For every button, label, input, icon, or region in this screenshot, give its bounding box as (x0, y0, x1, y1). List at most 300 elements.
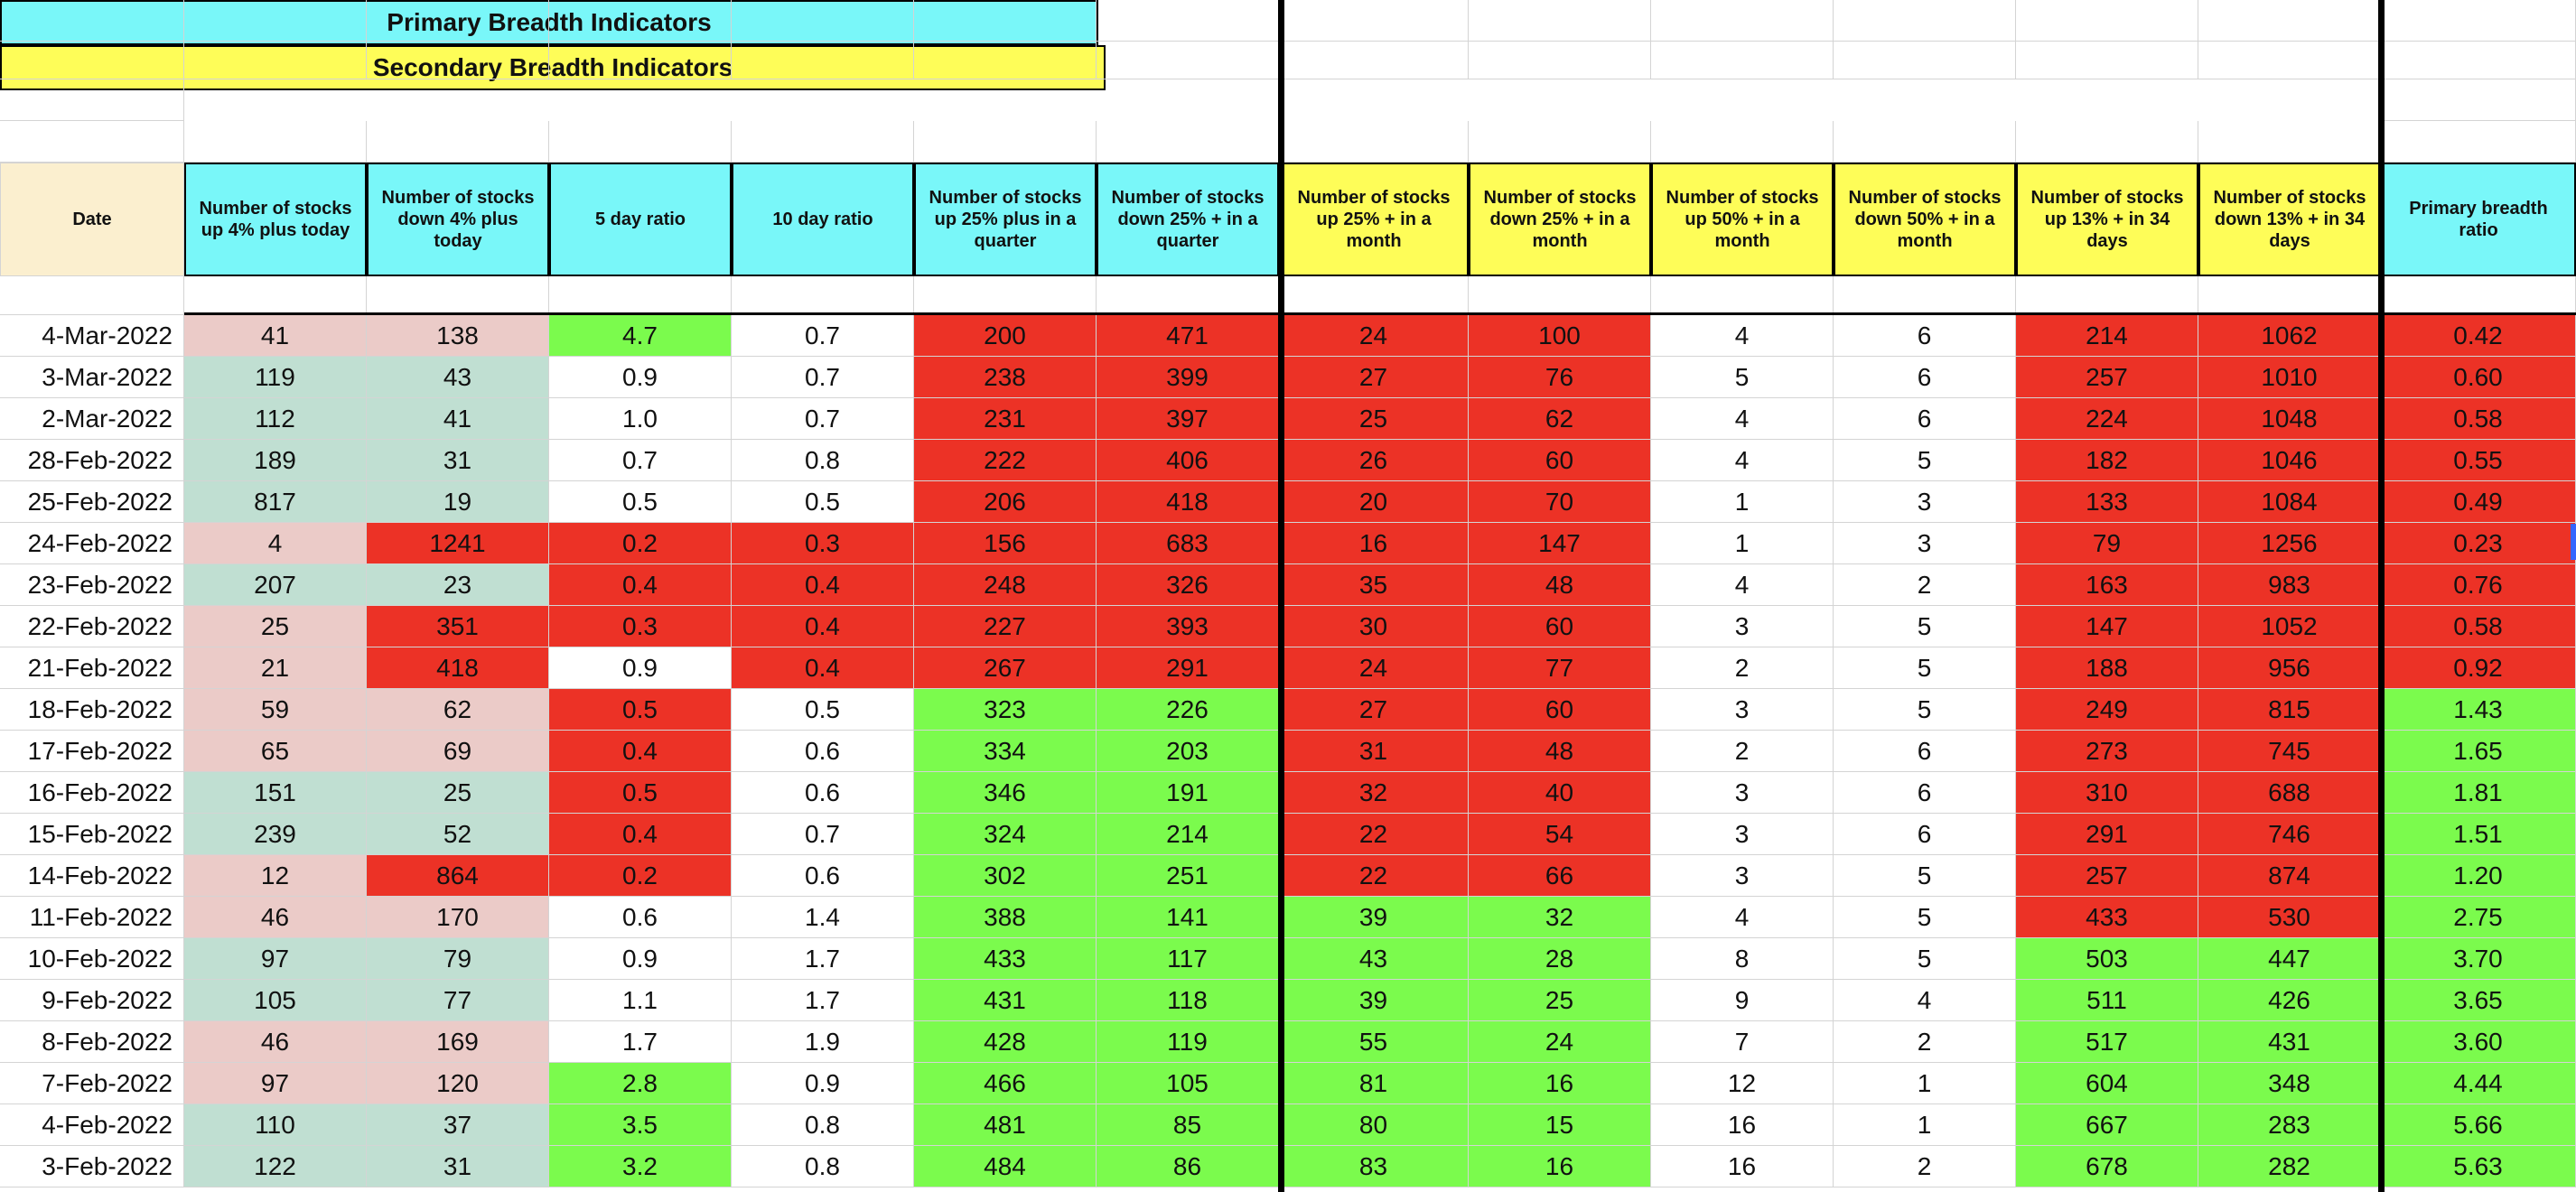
data-cell-up-25pct-month[interactable]: 24 (1279, 315, 1469, 357)
data-cell-primary-breadth-ratio[interactable]: 4.44 (2381, 1063, 2576, 1104)
data-cell-down-25pct-quarter[interactable]: 118 (1097, 980, 1279, 1021)
data-cell-up-25pct-quarter[interactable]: 428 (914, 1021, 1097, 1063)
empty-cell[interactable] (732, 276, 914, 315)
data-cell-down-50pct-month[interactable]: 5 (1834, 440, 2016, 481)
data-cell-up-13pct-34days[interactable]: 214 (2016, 315, 2198, 357)
data-cell-up-13pct-34days[interactable]: 273 (2016, 731, 2198, 772)
data-cell-10-day-ratio[interactable]: 0.4 (732, 647, 914, 689)
data-cell-primary-breadth-ratio[interactable]: 3.60 (2381, 1021, 2576, 1063)
data-cell-up-4pct-today[interactable]: 46 (184, 1021, 367, 1063)
data-cell-down-50pct-month[interactable]: 6 (1834, 357, 2016, 398)
data-cell-down-50pct-month[interactable]: 5 (1834, 606, 2016, 647)
data-cell-up-25pct-quarter[interactable]: 231 (914, 398, 1097, 440)
data-cell-up-13pct-34days[interactable]: 257 (2016, 357, 2198, 398)
data-cell-down-50pct-month[interactable]: 6 (1834, 315, 2016, 357)
empty-cell[interactable] (1469, 276, 1651, 315)
data-cell-down-13pct-34days[interactable]: 282 (2198, 1146, 2381, 1187)
data-cell-down-25pct-quarter[interactable]: 471 (1097, 315, 1279, 357)
data-cell-10-day-ratio[interactable]: 0.5 (732, 689, 914, 731)
data-cell-10-day-ratio[interactable]: 0.8 (732, 440, 914, 481)
data-cell-up-13pct-34days[interactable]: 511 (2016, 980, 2198, 1021)
empty-cell[interactable] (549, 0, 732, 42)
empty-cell[interactable] (914, 0, 1097, 42)
data-cell-down-25pct-month[interactable]: 147 (1469, 523, 1651, 564)
data-cell-primary-breadth-ratio[interactable]: 1.81 (2381, 772, 2576, 814)
data-cell-10-day-ratio[interactable]: 1.7 (732, 938, 914, 980)
data-cell-up-25pct-quarter[interactable]: 323 (914, 689, 1097, 731)
data-cell-down-25pct-month[interactable]: 28 (1469, 938, 1651, 980)
data-cell-up-25pct-quarter[interactable]: 481 (914, 1104, 1097, 1146)
empty-cell[interactable] (1469, 0, 1651, 42)
data-cell-up-25pct-quarter[interactable]: 484 (914, 1146, 1097, 1187)
data-cell-down-25pct-month[interactable]: 60 (1469, 440, 1651, 481)
data-cell-up-25pct-month[interactable]: 16 (1279, 523, 1469, 564)
date-cell[interactable]: 22-Feb-2022 (0, 606, 184, 647)
empty-cell[interactable] (549, 276, 732, 315)
data-cell-5-day-ratio[interactable]: 0.5 (549, 481, 732, 523)
data-cell-up-25pct-quarter[interactable]: 267 (914, 647, 1097, 689)
data-cell-up-25pct-quarter[interactable]: 346 (914, 772, 1097, 814)
data-cell-up-13pct-34days[interactable]: 667 (2016, 1104, 2198, 1146)
data-cell-5-day-ratio[interactable]: 1.7 (549, 1021, 732, 1063)
data-cell-down-25pct-quarter[interactable]: 251 (1097, 855, 1279, 897)
data-cell-down-25pct-month[interactable]: 40 (1469, 772, 1651, 814)
date-cell[interactable]: 28-Feb-2022 (0, 440, 184, 481)
data-cell-up-13pct-34days[interactable]: 503 (2016, 938, 2198, 980)
data-cell-down-13pct-34days[interactable]: 874 (2198, 855, 2381, 897)
data-cell-10-day-ratio[interactable]: 0.4 (732, 564, 914, 606)
date-cell[interactable]: 16-Feb-2022 (0, 772, 184, 814)
data-cell-5-day-ratio[interactable]: 0.5 (549, 689, 732, 731)
data-cell-down-4pct-today[interactable]: 31 (367, 440, 549, 481)
data-cell-5-day-ratio[interactable]: 0.2 (549, 855, 732, 897)
data-cell-up-25pct-month[interactable]: 55 (1279, 1021, 1469, 1063)
data-cell-up-4pct-today[interactable]: 21 (184, 647, 367, 689)
data-cell-up-25pct-month[interactable]: 39 (1279, 897, 1469, 938)
data-cell-primary-breadth-ratio[interactable]: 3.65 (2381, 980, 2576, 1021)
data-cell-10-day-ratio[interactable]: 0.6 (732, 731, 914, 772)
data-cell-10-day-ratio[interactable]: 1.4 (732, 897, 914, 938)
empty-cell[interactable] (1834, 121, 2016, 163)
data-cell-up-25pct-quarter[interactable]: 466 (914, 1063, 1097, 1104)
data-cell-down-25pct-quarter[interactable]: 191 (1097, 772, 1279, 814)
empty-cell[interactable] (2381, 79, 2576, 121)
empty-cell[interactable] (732, 121, 914, 163)
data-cell-primary-breadth-ratio[interactable]: 0.23 (2381, 523, 2576, 564)
empty-cell[interactable] (2381, 121, 2576, 163)
data-cell-down-13pct-34days[interactable]: 431 (2198, 1021, 2381, 1063)
empty-cell[interactable] (367, 121, 549, 163)
data-cell-up-50pct-month[interactable]: 4 (1651, 440, 1834, 481)
data-cell-down-4pct-today[interactable]: 79 (367, 938, 549, 980)
data-cell-down-4pct-today[interactable]: 19 (367, 481, 549, 523)
data-cell-down-4pct-today[interactable]: 23 (367, 564, 549, 606)
data-cell-up-25pct-quarter[interactable]: 433 (914, 938, 1097, 980)
data-cell-down-25pct-month[interactable]: 66 (1469, 855, 1651, 897)
date-cell[interactable]: 8-Feb-2022 (0, 1021, 184, 1063)
empty-cell[interactable] (2198, 276, 2381, 315)
data-cell-down-4pct-today[interactable]: 170 (367, 897, 549, 938)
empty-cell[interactable] (1469, 121, 1651, 163)
date-cell[interactable]: 3-Mar-2022 (0, 357, 184, 398)
data-cell-up-13pct-34days[interactable]: 133 (2016, 481, 2198, 523)
data-cell-up-25pct-month[interactable]: 43 (1279, 938, 1469, 980)
data-cell-down-25pct-month[interactable]: 25 (1469, 980, 1651, 1021)
empty-cell[interactable] (2016, 42, 2198, 79)
empty-cell[interactable] (367, 42, 549, 79)
empty-cell[interactable] (914, 121, 1097, 163)
empty-cell[interactable] (2016, 276, 2198, 315)
data-cell-up-4pct-today[interactable]: 151 (184, 772, 367, 814)
data-cell-up-4pct-today[interactable]: 97 (184, 1063, 367, 1104)
data-cell-down-50pct-month[interactable]: 6 (1834, 772, 2016, 814)
data-cell-up-13pct-34days[interactable]: 310 (2016, 772, 2198, 814)
data-cell-5-day-ratio[interactable]: 0.9 (549, 647, 732, 689)
data-cell-down-50pct-month[interactable]: 5 (1834, 938, 2016, 980)
data-cell-down-13pct-34days[interactable]: 1062 (2198, 315, 2381, 357)
date-cell[interactable]: 7-Feb-2022 (0, 1063, 184, 1104)
data-cell-down-25pct-quarter[interactable]: 86 (1097, 1146, 1279, 1187)
data-cell-down-4pct-today[interactable]: 1241 (367, 523, 549, 564)
data-cell-down-13pct-34days[interactable]: 447 (2198, 938, 2381, 980)
data-cell-up-50pct-month[interactable]: 4 (1651, 564, 1834, 606)
data-cell-primary-breadth-ratio[interactable]: 1.20 (2381, 855, 2576, 897)
data-cell-5-day-ratio[interactable]: 0.3 (549, 606, 732, 647)
data-cell-down-13pct-34days[interactable]: 815 (2198, 689, 2381, 731)
data-cell-down-13pct-34days[interactable]: 1048 (2198, 398, 2381, 440)
data-cell-up-25pct-quarter[interactable]: 238 (914, 357, 1097, 398)
data-cell-up-25pct-month[interactable]: 32 (1279, 772, 1469, 814)
data-cell-primary-breadth-ratio[interactable]: 1.51 (2381, 814, 2576, 855)
data-cell-10-day-ratio[interactable]: 0.7 (732, 398, 914, 440)
data-cell-up-4pct-today[interactable]: 12 (184, 855, 367, 897)
data-cell-up-25pct-month[interactable]: 81 (1279, 1063, 1469, 1104)
data-cell-down-4pct-today[interactable]: 52 (367, 814, 549, 855)
empty-cell[interactable] (1651, 42, 1834, 79)
data-cell-down-4pct-today[interactable]: 37 (367, 1104, 549, 1146)
data-cell-up-25pct-month[interactable]: 39 (1279, 980, 1469, 1021)
data-cell-down-50pct-month[interactable]: 5 (1834, 897, 2016, 938)
data-cell-10-day-ratio[interactable]: 0.5 (732, 481, 914, 523)
data-cell-up-4pct-today[interactable]: 25 (184, 606, 367, 647)
data-cell-up-50pct-month[interactable]: 1 (1651, 481, 1834, 523)
data-cell-down-13pct-34days[interactable]: 746 (2198, 814, 2381, 855)
date-cell[interactable]: 11-Feb-2022 (0, 897, 184, 938)
data-cell-primary-breadth-ratio[interactable]: 0.58 (2381, 606, 2576, 647)
data-cell-down-50pct-month[interactable]: 3 (1834, 523, 2016, 564)
empty-cell[interactable] (2016, 0, 2198, 42)
data-cell-up-50pct-month[interactable]: 3 (1651, 606, 1834, 647)
data-cell-down-25pct-month[interactable]: 76 (1469, 357, 1651, 398)
empty-cell[interactable] (732, 42, 914, 79)
data-cell-down-4pct-today[interactable]: 62 (367, 689, 549, 731)
empty-cell[interactable] (549, 42, 732, 79)
data-cell-up-13pct-34days[interactable]: 147 (2016, 606, 2198, 647)
data-cell-10-day-ratio[interactable]: 0.8 (732, 1104, 914, 1146)
data-cell-up-25pct-month[interactable]: 22 (1279, 855, 1469, 897)
data-cell-down-25pct-month[interactable]: 54 (1469, 814, 1651, 855)
data-cell-down-13pct-34days[interactable]: 983 (2198, 564, 2381, 606)
date-cell[interactable]: 14-Feb-2022 (0, 855, 184, 897)
data-cell-primary-breadth-ratio[interactable]: 1.65 (2381, 731, 2576, 772)
empty-cell[interactable] (1279, 121, 1469, 163)
empty-cell[interactable] (1834, 42, 2016, 79)
empty-cell[interactable] (184, 121, 367, 163)
data-cell-down-25pct-quarter[interactable]: 397 (1097, 398, 1279, 440)
empty-cell[interactable] (2198, 42, 2381, 79)
data-cell-primary-breadth-ratio[interactable]: 0.60 (2381, 357, 2576, 398)
data-cell-up-25pct-month[interactable]: 25 (1279, 398, 1469, 440)
data-cell-up-50pct-month[interactable]: 12 (1651, 1063, 1834, 1104)
data-cell-5-day-ratio[interactable]: 1.1 (549, 980, 732, 1021)
data-cell-down-25pct-month[interactable]: 70 (1469, 481, 1651, 523)
data-cell-10-day-ratio[interactable]: 0.4 (732, 606, 914, 647)
empty-cell[interactable] (2016, 121, 2198, 163)
data-cell-primary-breadth-ratio[interactable]: 0.42 (2381, 315, 2576, 357)
data-cell-down-13pct-34days[interactable]: 1010 (2198, 357, 2381, 398)
empty-cell[interactable] (184, 276, 367, 315)
data-cell-up-25pct-month[interactable]: 80 (1279, 1104, 1469, 1146)
date-cell[interactable]: 24-Feb-2022 (0, 523, 184, 564)
data-cell-down-4pct-today[interactable]: 31 (367, 1146, 549, 1187)
data-cell-up-4pct-today[interactable]: 207 (184, 564, 367, 606)
data-cell-up-50pct-month[interactable]: 4 (1651, 398, 1834, 440)
data-cell-down-4pct-today[interactable]: 77 (367, 980, 549, 1021)
data-cell-up-4pct-today[interactable]: 105 (184, 980, 367, 1021)
data-cell-down-4pct-today[interactable]: 138 (367, 315, 549, 357)
data-cell-up-25pct-month[interactable]: 24 (1279, 647, 1469, 689)
data-cell-10-day-ratio[interactable]: 0.7 (732, 315, 914, 357)
data-cell-up-50pct-month[interactable]: 1 (1651, 523, 1834, 564)
data-cell-up-4pct-today[interactable]: 46 (184, 897, 367, 938)
data-cell-up-50pct-month[interactable]: 7 (1651, 1021, 1834, 1063)
data-cell-down-4pct-today[interactable]: 418 (367, 647, 549, 689)
data-cell-down-25pct-month[interactable]: 48 (1469, 564, 1651, 606)
empty-cell[interactable] (2198, 0, 2381, 42)
data-cell-up-50pct-month[interactable]: 16 (1651, 1146, 1834, 1187)
data-cell-10-day-ratio[interactable]: 1.9 (732, 1021, 914, 1063)
selection-handle[interactable] (2571, 524, 2576, 560)
data-cell-down-25pct-quarter[interactable]: 683 (1097, 523, 1279, 564)
date-cell[interactable]: 18-Feb-2022 (0, 689, 184, 731)
data-cell-up-25pct-month[interactable]: 30 (1279, 606, 1469, 647)
data-cell-down-50pct-month[interactable]: 6 (1834, 731, 2016, 772)
data-cell-down-25pct-month[interactable]: 60 (1469, 689, 1651, 731)
data-cell-down-50pct-month[interactable]: 4 (1834, 980, 2016, 1021)
empty-cell[interactable] (367, 0, 549, 42)
data-cell-up-25pct-quarter[interactable]: 431 (914, 980, 1097, 1021)
data-cell-down-25pct-quarter[interactable]: 105 (1097, 1063, 1279, 1104)
data-cell-down-50pct-month[interactable]: 1 (1834, 1063, 2016, 1104)
data-cell-up-25pct-quarter[interactable]: 227 (914, 606, 1097, 647)
data-cell-up-50pct-month[interactable]: 3 (1651, 772, 1834, 814)
data-cell-down-25pct-quarter[interactable]: 326 (1097, 564, 1279, 606)
data-cell-down-25pct-quarter[interactable]: 214 (1097, 814, 1279, 855)
data-cell-up-13pct-34days[interactable]: 604 (2016, 1063, 2198, 1104)
data-cell-up-50pct-month[interactable]: 8 (1651, 938, 1834, 980)
data-cell-up-50pct-month[interactable]: 3 (1651, 814, 1834, 855)
data-cell-up-13pct-34days[interactable]: 678 (2016, 1146, 2198, 1187)
data-cell-down-25pct-quarter[interactable]: 119 (1097, 1021, 1279, 1063)
data-cell-down-25pct-month[interactable]: 15 (1469, 1104, 1651, 1146)
empty-cell[interactable] (1651, 0, 1834, 42)
data-cell-up-25pct-month[interactable]: 83 (1279, 1146, 1469, 1187)
data-cell-5-day-ratio[interactable]: 0.5 (549, 772, 732, 814)
data-cell-primary-breadth-ratio[interactable]: 0.49 (2381, 481, 2576, 523)
data-cell-primary-breadth-ratio[interactable]: 2.75 (2381, 897, 2576, 938)
data-cell-up-4pct-today[interactable]: 4 (184, 523, 367, 564)
data-cell-5-day-ratio[interactable]: 2.8 (549, 1063, 732, 1104)
date-cell[interactable]: 2-Mar-2022 (0, 398, 184, 440)
date-cell[interactable]: 21-Feb-2022 (0, 647, 184, 689)
data-cell-up-50pct-month[interactable]: 2 (1651, 647, 1834, 689)
data-cell-down-25pct-month[interactable]: 48 (1469, 731, 1651, 772)
data-cell-down-13pct-34days[interactable]: 688 (2198, 772, 2381, 814)
date-cell[interactable]: 10-Feb-2022 (0, 938, 184, 980)
data-cell-down-4pct-today[interactable]: 69 (367, 731, 549, 772)
date-cell[interactable]: 3-Feb-2022 (0, 1146, 184, 1187)
empty-cell[interactable] (0, 79, 184, 121)
data-cell-down-4pct-today[interactable]: 864 (367, 855, 549, 897)
data-cell-down-50pct-month[interactable]: 1 (1834, 1104, 2016, 1146)
date-cell[interactable]: 15-Feb-2022 (0, 814, 184, 855)
empty-cell[interactable] (1651, 121, 1834, 163)
data-cell-5-day-ratio[interactable]: 3.2 (549, 1146, 732, 1187)
data-cell-up-50pct-month[interactable]: 4 (1651, 897, 1834, 938)
data-cell-5-day-ratio[interactable]: 0.9 (549, 357, 732, 398)
data-cell-down-25pct-month[interactable]: 60 (1469, 606, 1651, 647)
data-cell-up-13pct-34days[interactable]: 163 (2016, 564, 2198, 606)
empty-cell[interactable] (1097, 0, 1279, 42)
empty-cell[interactable] (1279, 276, 1469, 315)
empty-cell[interactable] (184, 42, 367, 79)
empty-cell[interactable] (0, 276, 184, 315)
data-cell-5-day-ratio[interactable]: 0.4 (549, 564, 732, 606)
empty-cell[interactable] (1097, 42, 1279, 79)
date-cell[interactable]: 17-Feb-2022 (0, 731, 184, 772)
data-cell-down-25pct-month[interactable]: 100 (1469, 315, 1651, 357)
data-cell-10-day-ratio[interactable]: 0.7 (732, 814, 914, 855)
data-cell-down-4pct-today[interactable]: 351 (367, 606, 549, 647)
data-cell-down-13pct-34days[interactable]: 1046 (2198, 440, 2381, 481)
data-cell-down-25pct-month[interactable]: 32 (1469, 897, 1651, 938)
data-cell-up-25pct-quarter[interactable]: 388 (914, 897, 1097, 938)
data-cell-primary-breadth-ratio[interactable]: 5.66 (2381, 1104, 2576, 1146)
data-cell-down-25pct-quarter[interactable]: 85 (1097, 1104, 1279, 1146)
data-cell-10-day-ratio[interactable]: 0.6 (732, 855, 914, 897)
data-cell-down-50pct-month[interactable]: 6 (1834, 398, 2016, 440)
data-cell-down-50pct-month[interactable]: 2 (1834, 1021, 2016, 1063)
data-cell-down-13pct-34days[interactable]: 283 (2198, 1104, 2381, 1146)
empty-cell[interactable] (1469, 42, 1651, 79)
empty-cell[interactable] (2381, 0, 2576, 42)
data-cell-up-50pct-month[interactable]: 4 (1651, 315, 1834, 357)
data-cell-down-50pct-month[interactable]: 5 (1834, 855, 2016, 897)
data-cell-up-4pct-today[interactable]: 817 (184, 481, 367, 523)
empty-cell[interactable] (0, 42, 184, 79)
data-cell-up-25pct-month[interactable]: 22 (1279, 814, 1469, 855)
data-cell-up-4pct-today[interactable]: 59 (184, 689, 367, 731)
data-cell-5-day-ratio[interactable]: 0.2 (549, 523, 732, 564)
data-cell-primary-breadth-ratio[interactable]: 0.76 (2381, 564, 2576, 606)
data-cell-down-4pct-today[interactable]: 43 (367, 357, 549, 398)
data-cell-down-4pct-today[interactable]: 120 (367, 1063, 549, 1104)
empty-cell[interactable] (1279, 0, 1469, 42)
data-cell-up-4pct-today[interactable]: 189 (184, 440, 367, 481)
empty-cell[interactable] (914, 276, 1097, 315)
data-cell-up-25pct-quarter[interactable]: 302 (914, 855, 1097, 897)
data-cell-10-day-ratio[interactable]: 0.9 (732, 1063, 914, 1104)
data-cell-up-4pct-today[interactable]: 239 (184, 814, 367, 855)
data-cell-up-25pct-quarter[interactable]: 222 (914, 440, 1097, 481)
data-cell-5-day-ratio[interactable]: 0.7 (549, 440, 732, 481)
empty-cell[interactable] (1651, 276, 1834, 315)
empty-cell[interactable] (1279, 42, 1469, 79)
data-cell-10-day-ratio[interactable]: 0.8 (732, 1146, 914, 1187)
data-cell-down-50pct-month[interactable]: 2 (1834, 564, 2016, 606)
data-cell-down-50pct-month[interactable]: 2 (1834, 1146, 2016, 1187)
data-cell-down-13pct-34days[interactable]: 1052 (2198, 606, 2381, 647)
data-cell-down-25pct-month[interactable]: 77 (1469, 647, 1651, 689)
data-cell-primary-breadth-ratio[interactable]: 0.92 (2381, 647, 2576, 689)
data-cell-down-25pct-quarter[interactable]: 203 (1097, 731, 1279, 772)
data-cell-up-25pct-quarter[interactable]: 248 (914, 564, 1097, 606)
data-cell-5-day-ratio[interactable]: 0.4 (549, 814, 732, 855)
data-cell-down-25pct-month[interactable]: 16 (1469, 1146, 1651, 1187)
empty-cell[interactable] (549, 121, 732, 163)
data-cell-primary-breadth-ratio[interactable]: 0.58 (2381, 398, 2576, 440)
empty-cell[interactable] (184, 0, 367, 42)
data-cell-down-25pct-quarter[interactable]: 117 (1097, 938, 1279, 980)
data-cell-5-day-ratio[interactable]: 3.5 (549, 1104, 732, 1146)
empty-cell[interactable] (0, 0, 184, 42)
data-cell-up-25pct-month[interactable]: 26 (1279, 440, 1469, 481)
date-cell[interactable]: 23-Feb-2022 (0, 564, 184, 606)
data-cell-down-13pct-34days[interactable]: 348 (2198, 1063, 2381, 1104)
data-cell-up-50pct-month[interactable]: 16 (1651, 1104, 1834, 1146)
data-cell-down-25pct-quarter[interactable]: 393 (1097, 606, 1279, 647)
data-cell-up-4pct-today[interactable]: 122 (184, 1146, 367, 1187)
data-cell-primary-breadth-ratio[interactable]: 3.70 (2381, 938, 2576, 980)
data-cell-primary-breadth-ratio[interactable]: 0.55 (2381, 440, 2576, 481)
data-cell-up-13pct-34days[interactable]: 249 (2016, 689, 2198, 731)
data-cell-down-25pct-quarter[interactable]: 291 (1097, 647, 1279, 689)
data-cell-up-13pct-34days[interactable]: 182 (2016, 440, 2198, 481)
data-cell-10-day-ratio[interactable]: 0.6 (732, 772, 914, 814)
data-cell-down-4pct-today[interactable]: 25 (367, 772, 549, 814)
data-cell-down-50pct-month[interactable]: 5 (1834, 689, 2016, 731)
data-cell-down-50pct-month[interactable]: 5 (1834, 647, 2016, 689)
data-cell-up-13pct-34days[interactable]: 224 (2016, 398, 2198, 440)
date-cell[interactable]: 9-Feb-2022 (0, 980, 184, 1021)
data-cell-down-25pct-quarter[interactable]: 141 (1097, 897, 1279, 938)
data-cell-up-50pct-month[interactable]: 3 (1651, 855, 1834, 897)
data-cell-up-4pct-today[interactable]: 97 (184, 938, 367, 980)
data-cell-up-25pct-quarter[interactable]: 334 (914, 731, 1097, 772)
data-cell-down-13pct-34days[interactable]: 426 (2198, 980, 2381, 1021)
data-cell-up-25pct-quarter[interactable]: 156 (914, 523, 1097, 564)
data-cell-down-13pct-34days[interactable]: 530 (2198, 897, 2381, 938)
data-cell-up-25pct-month[interactable]: 20 (1279, 481, 1469, 523)
empty-cell[interactable] (367, 276, 549, 315)
data-cell-down-25pct-quarter[interactable]: 226 (1097, 689, 1279, 731)
data-cell-down-25pct-quarter[interactable]: 399 (1097, 357, 1279, 398)
data-cell-up-25pct-quarter[interactable]: 324 (914, 814, 1097, 855)
data-cell-up-4pct-today[interactable]: 112 (184, 398, 367, 440)
empty-cell[interactable] (1834, 276, 2016, 315)
data-cell-up-13pct-34days[interactable]: 188 (2016, 647, 2198, 689)
data-cell-up-50pct-month[interactable]: 2 (1651, 731, 1834, 772)
